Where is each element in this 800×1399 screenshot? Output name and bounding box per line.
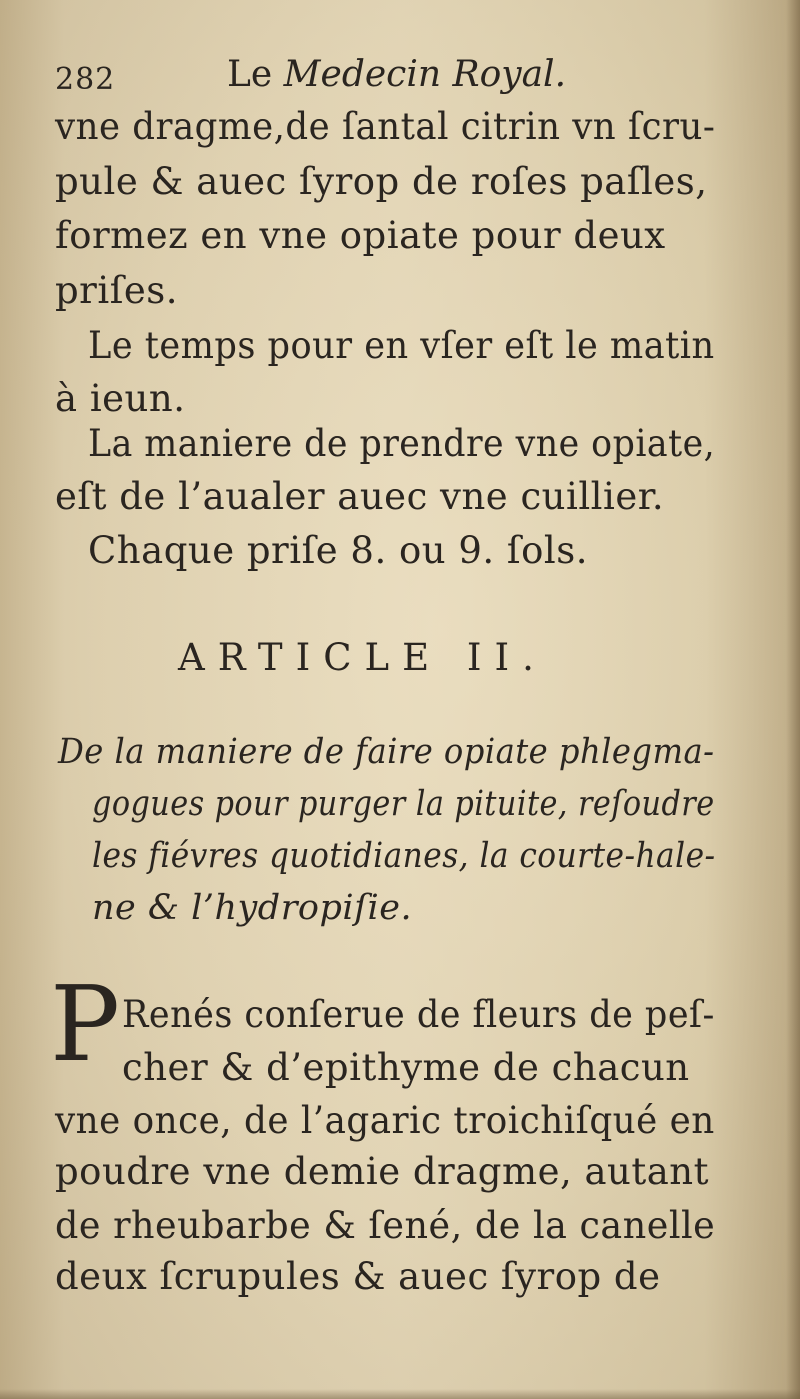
body-line: priſes. (55, 269, 179, 312)
paragraph-line: cher & d’epithyme de chacun (122, 1046, 690, 1089)
page-bottom-shadow (0, 1389, 800, 1399)
article-heading: ARTICLE II. (178, 636, 547, 679)
subtitle-line: ne & l’hydropiſie. (92, 888, 413, 928)
paragraph-line: de rheubarbe & ſené, de la canelle (55, 1204, 716, 1247)
paragraph-line: Renés conſerue de fleurs de peſ- (122, 993, 715, 1036)
body-line: Le temps pour en vſer eſt le matin (88, 324, 715, 367)
body-line: pule & auec ſyrop de roſes paſles, (55, 160, 708, 203)
paragraph-line: deux ſcrupules & auec ſyrop de (55, 1255, 661, 1298)
paragraph-line: poudre vne demie dragme, autant (55, 1150, 710, 1193)
running-title-italic: Medecin Royal. (283, 54, 567, 95)
subtitle-line: De la maniere de faire opiate phlegma- (58, 732, 715, 772)
body-line: La maniere de prendre vne opiate, (88, 422, 716, 465)
drop-cap: P (50, 963, 120, 1085)
subtitle-line: gogues pour purger la pituite, reſoudre (92, 784, 715, 824)
body-line: vne dragme,de ſantal citrin vn ſcru- (55, 105, 716, 148)
paragraph-line: vne once, de l’agaric troichiſqué en (55, 1099, 715, 1142)
body-line: formez en vne opiate pour deux (55, 214, 666, 257)
page-number: 282 (55, 62, 116, 97)
running-header (55, 52, 695, 102)
running-title-prefix: Le (227, 54, 284, 95)
body-line: Chaque priſe 8. ou 9. ſols. (88, 529, 588, 572)
subtitle-line: les fiévres quotidianes, la courte-hale- (92, 836, 716, 876)
page-edge-shadow (786, 0, 800, 1399)
body-line: à ieun. (55, 377, 186, 420)
body-line: eſt de l’aualer auec vne cuillier. (55, 475, 665, 518)
running-title (227, 54, 566, 95)
